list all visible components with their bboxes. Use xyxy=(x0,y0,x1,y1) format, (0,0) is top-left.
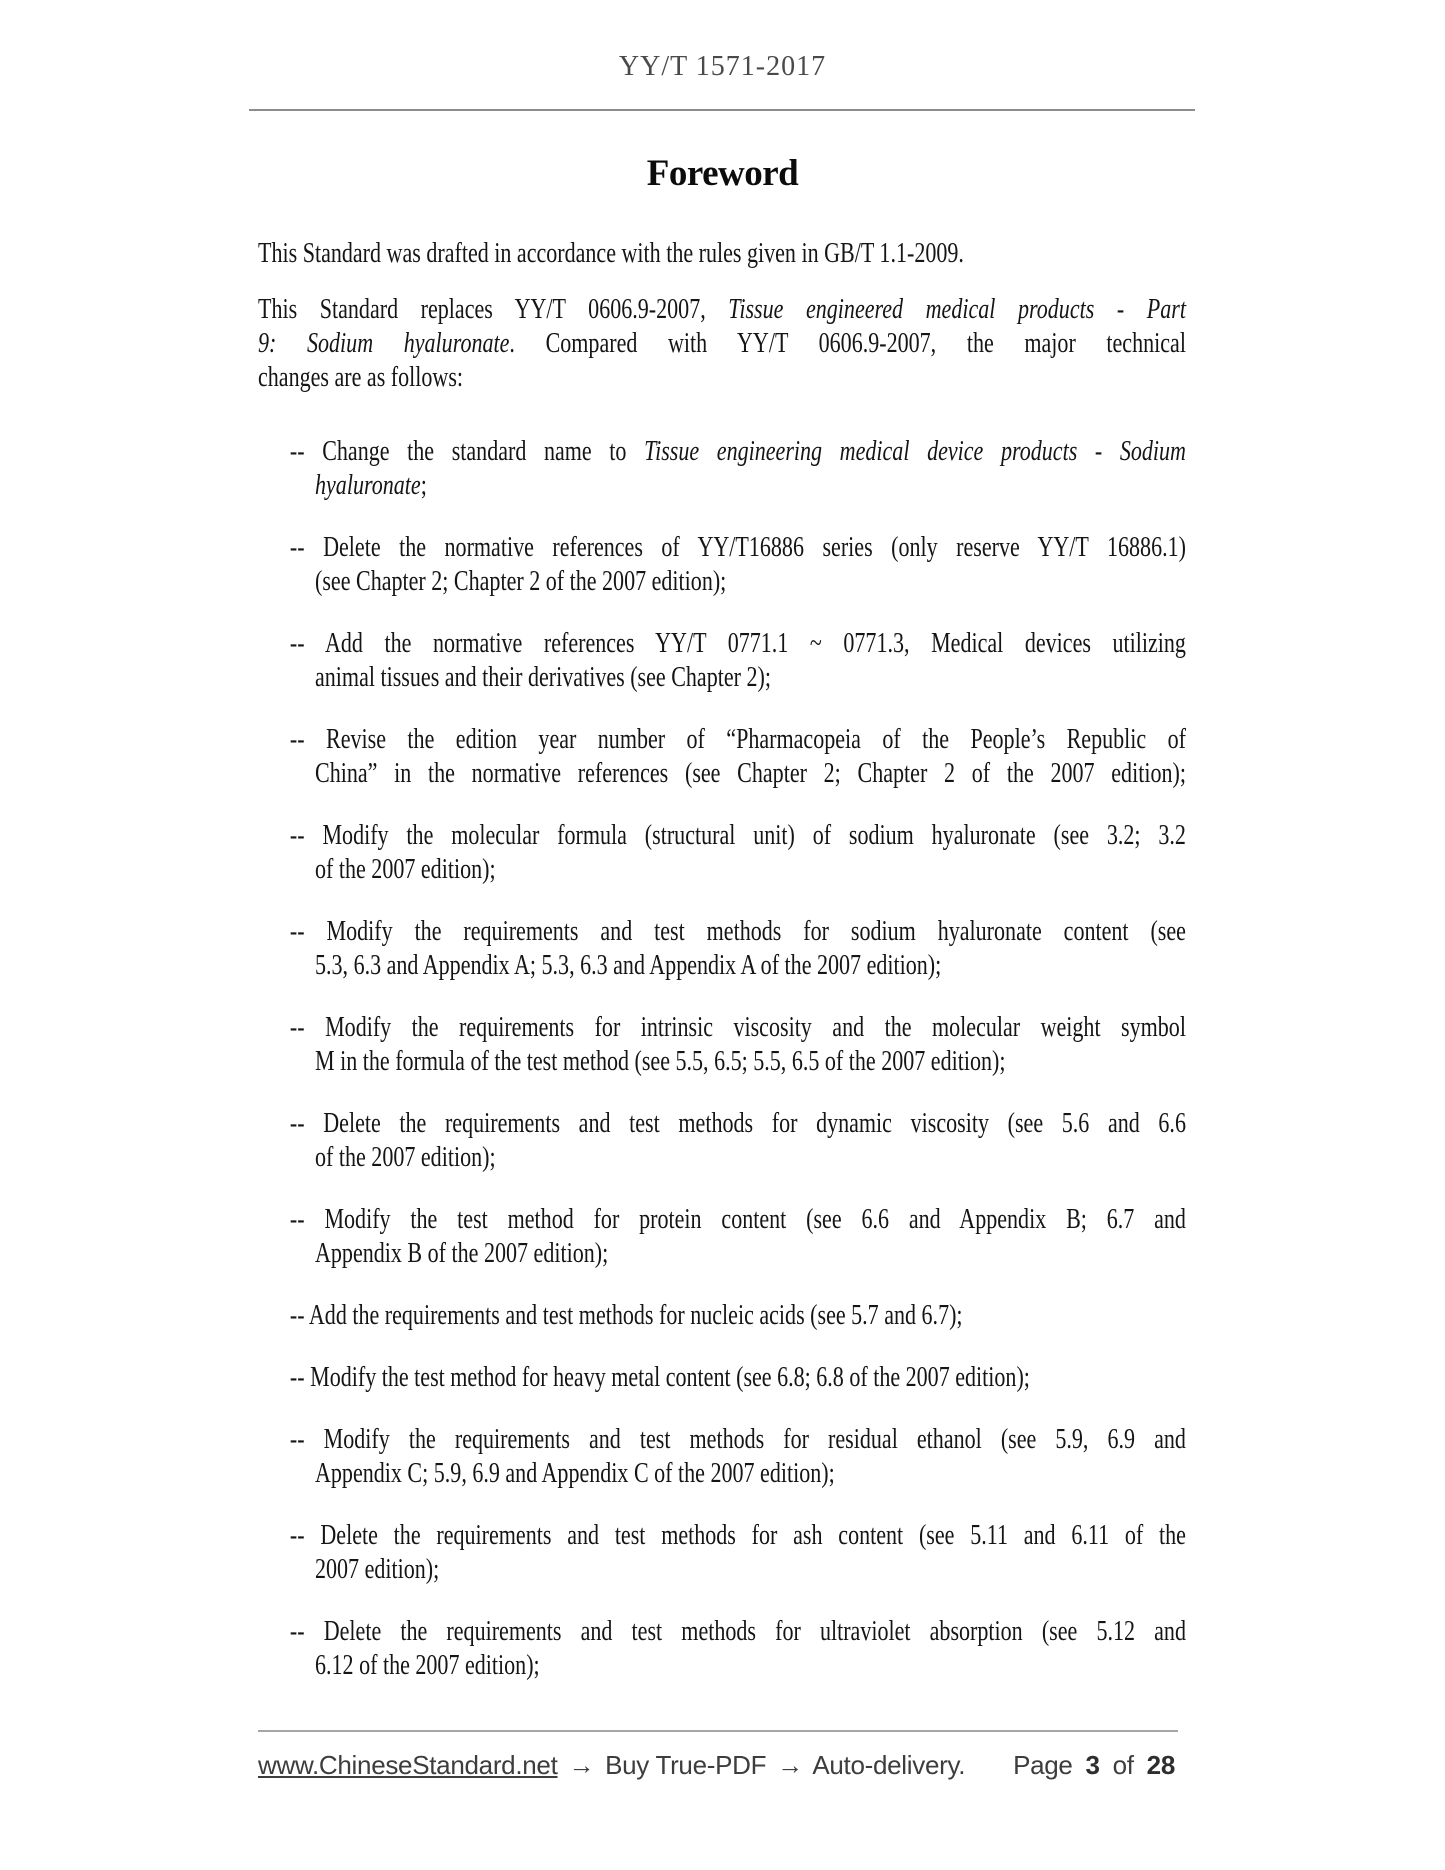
text-segment: 5.3, 6.3 and Appendix A; 5.3, 6.3 and Appendix A of the 2007 edition); xyxy=(315,949,942,981)
text-line xyxy=(258,1518,1186,1552)
text-segment: -- Modify the requirements and test methods for residual ethanol (see 5.9, 6.9 and xyxy=(289,1423,1186,1455)
text-line xyxy=(258,660,1186,694)
bullet-item xyxy=(258,1298,1186,1332)
text-segment: Appendix C; 5.9, 6.9 and Appendix C of the 2007 edition); xyxy=(315,1457,835,1489)
bullet-item xyxy=(258,1202,1186,1270)
italic-text: hyaluronate xyxy=(315,469,421,501)
bullet-item xyxy=(258,434,1186,502)
text-segment: -- Modify the test method for protein content (see 6.6 and Appendix B; 6.7 and xyxy=(289,1203,1186,1235)
text-line xyxy=(258,360,1186,394)
text-line xyxy=(258,326,1186,360)
text-line xyxy=(258,1140,1186,1174)
page-number-total: 28 xyxy=(1146,1750,1175,1780)
text-segment: -- Modify the test method for heavy metal content (see 6.8; 6.8 of the 2007 edition); xyxy=(289,1361,1030,1393)
text-segment: -- Delete the requirements and test methods for dynamic viscosity (see 5.6 and 6.6 xyxy=(289,1107,1186,1139)
text-segment: 2007 edition); xyxy=(315,1553,440,1585)
text-segment: -- Revise the edition year number of “Pharmacopeia of the People’s Republic of xyxy=(289,723,1186,755)
text-segment: changes are as follows: xyxy=(258,361,464,393)
text-segment: This Standard replaces YY/T 0606.9-2007, xyxy=(258,293,729,325)
text-line xyxy=(258,1106,1186,1140)
page-indicator xyxy=(1013,1748,1175,1782)
italic-text: 9: Sodium hyaluronate xyxy=(258,327,510,359)
paragraph xyxy=(258,236,1186,270)
bullet-item xyxy=(258,1010,1186,1078)
page-number-current: 3 xyxy=(1085,1750,1100,1780)
bullet-item xyxy=(258,1422,1186,1490)
text-segment: ; xyxy=(420,469,427,501)
text-line xyxy=(258,914,1186,948)
text-segment: -- Change the standard name to xyxy=(289,435,645,467)
text-line xyxy=(258,1648,1186,1682)
text-segment: Appendix B of the 2007 edition); xyxy=(315,1237,609,1269)
text-line xyxy=(258,852,1186,886)
text-line xyxy=(258,948,1186,982)
bullet-item xyxy=(258,1518,1186,1586)
text-segment: -- Modify the requirements and test methods for sodium hyaluronate content (see xyxy=(289,915,1186,947)
footer-buy-label: Buy True-PDF xyxy=(605,1750,767,1780)
italic-text: Tissue engineering medical device products - Sodium xyxy=(644,435,1186,467)
text-line xyxy=(258,1298,1186,1332)
bullet-item xyxy=(258,626,1186,694)
text-line xyxy=(258,236,1186,270)
document-body xyxy=(258,236,1186,1710)
text-line xyxy=(258,468,1186,502)
text-segment: This Standard was drafted in accordance with the rules given in GB/T 1.1-2009. xyxy=(258,237,964,269)
text-segment: (see Chapter 2; Chapter 2 of the 2007 edition); xyxy=(315,565,727,597)
text-line xyxy=(258,1552,1186,1586)
bullet-item xyxy=(258,530,1186,598)
footer-info xyxy=(258,1748,965,1782)
text-segment: of the 2007 edition); xyxy=(315,1141,496,1173)
footer-site-link[interactable]: www.ChineseStandard.net xyxy=(258,1750,558,1780)
page-footer xyxy=(258,1748,1175,1782)
text-line xyxy=(258,756,1186,790)
text-segment: animal tissues and their derivatives (see Chapter 2); xyxy=(315,661,771,693)
text-segment: 6.12 of the 2007 edition); xyxy=(315,1649,540,1681)
paragraph xyxy=(258,292,1186,394)
bullet-item xyxy=(258,722,1186,790)
bullet-item xyxy=(258,914,1186,982)
text-line xyxy=(258,530,1186,564)
text-line xyxy=(258,1614,1186,1648)
text-segment: -- Delete the requirements and test methods for ultraviolet absorption (see 5.12 and xyxy=(289,1615,1186,1647)
bullet-item xyxy=(258,1106,1186,1174)
document-number: YY/T 1571-2017 xyxy=(618,51,827,82)
text-line xyxy=(258,1044,1186,1078)
page-of-word: of xyxy=(1112,1750,1134,1780)
text-segment: M in the formula of the test method (see 5.5, 6.5; 5.5, 6.5 of the 2007 edition); xyxy=(315,1045,1006,1077)
text-segment: -- Modify the molecular formula (structural unit) of sodium hyaluronate (see 3.2; 3.2 xyxy=(289,819,1186,851)
text-segment: -- Add the normative references YY/T 0771.1 ~ 0771.3, Medical devices utilizing xyxy=(289,627,1186,659)
text-segment: . Compared with YY/T 0606.9-2007, the major technical xyxy=(509,327,1186,359)
bullet-item xyxy=(258,1360,1186,1394)
italic-text: Tissue engineered medical products - Part xyxy=(728,293,1186,325)
arrow-right-icon: → xyxy=(568,1750,595,1780)
text-line xyxy=(258,1202,1186,1236)
text-line xyxy=(258,1236,1186,1270)
bullet-item xyxy=(258,818,1186,886)
text-segment: of the 2007 edition); xyxy=(315,853,496,885)
text-line xyxy=(258,1360,1186,1394)
text-line xyxy=(258,722,1186,756)
text-segment: -- Modify the requirements for intrinsic viscosity and the molecular weight symbol xyxy=(289,1011,1186,1043)
text-line xyxy=(258,1456,1186,1490)
text-line xyxy=(258,564,1186,598)
footer-delivery-label: Auto-delivery. xyxy=(812,1750,966,1780)
header-divider xyxy=(249,109,1195,111)
page-title: Foreword xyxy=(646,153,799,194)
page-word: Page xyxy=(1013,1750,1073,1780)
text-line xyxy=(258,626,1186,660)
text-segment: -- Add the requirements and test methods for nucleic acids (see 5.7 and 6.7); xyxy=(289,1299,963,1331)
text-line xyxy=(258,818,1186,852)
text-line xyxy=(258,1422,1186,1456)
footer-divider xyxy=(258,1730,1178,1732)
text-line xyxy=(258,292,1186,326)
text-line xyxy=(258,434,1186,468)
bullet-item xyxy=(258,1614,1186,1682)
text-line xyxy=(258,1010,1186,1044)
text-segment: China” in the normative references (see Chapter 2; Chapter 2 of the 2007 edition); xyxy=(315,757,1186,789)
text-segment: -- Delete the normative references of YY/T16886 series (only reserve YY/T 16886.1) xyxy=(289,531,1186,563)
arrow-right-icon: → xyxy=(777,1750,803,1780)
text-segment: -- Delete the requirements and test methods for ash content (see 5.11 and 6.11 of the xyxy=(289,1519,1186,1551)
